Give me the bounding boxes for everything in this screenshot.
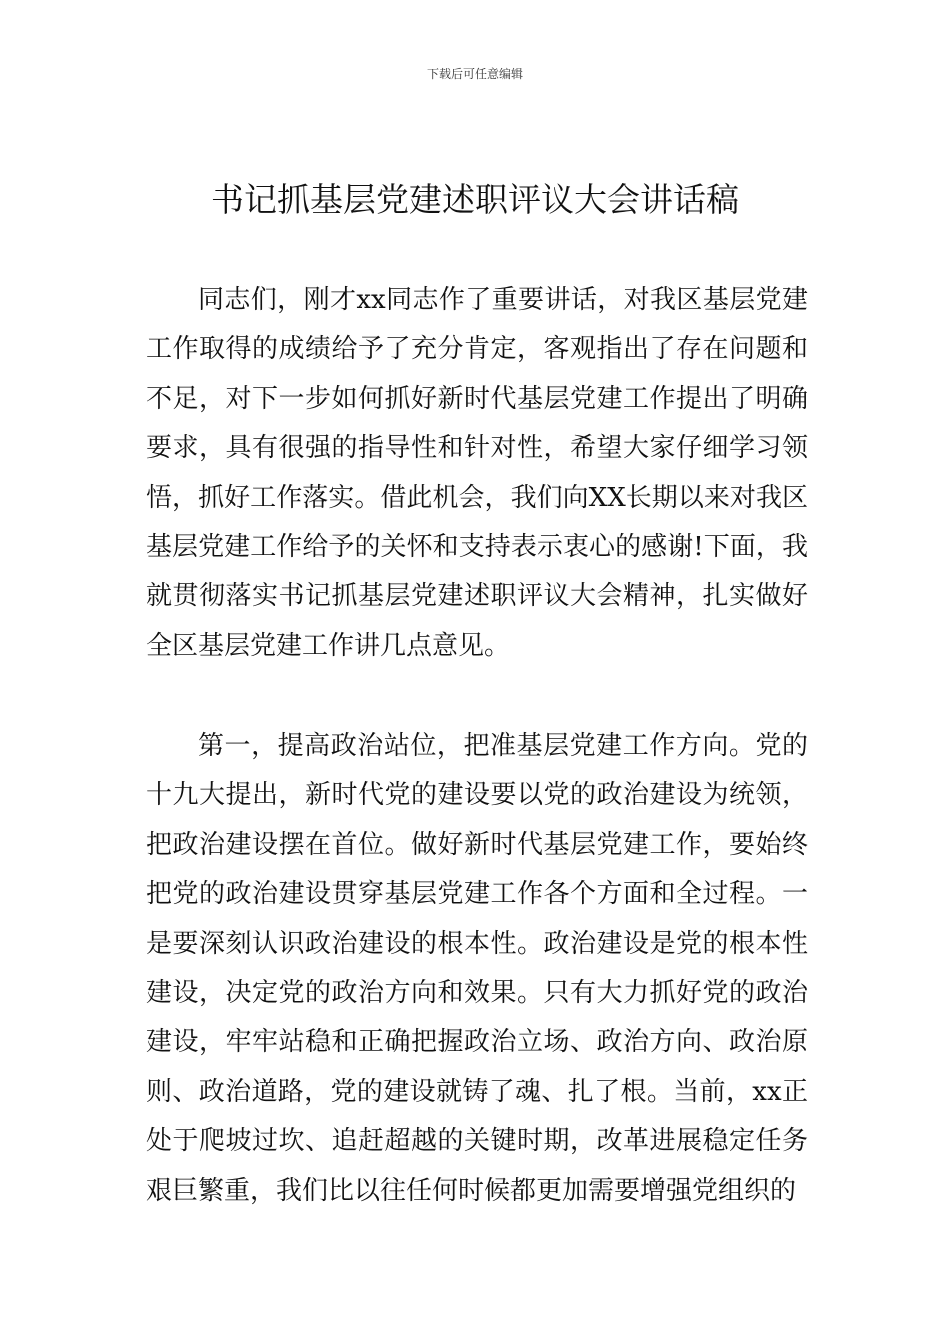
paragraph-first-point: 第一，提高政治站位，把准基层党建工作方向。党的十九大提出，新时代党的建设要以党的政治建设为统领，把政治建设摆在首位。做好新时代基层党建工作，要始终把党的政治建设贯穿基层党建工作各个方面和全过程。一是要深刻认识政治建设的根本性。政治建设是党的根本性建设，决定党的政治方向和效果。只有大力抓好党的政治建设，牢牢站稳和正确把握政治立场、政治方向、政治原则、政治道路，党的建设就铸了魂、扎了根。当前，xx正处于爬坡过坎、追赶超越的关键时期，改革进展稳定任务艰巨繁重，我们比以往任何时候都更加需要增强党组织的 bbox=[146, 731, 808, 1206]
paragraph-opening: 同志们，刚才xx同志作了重要讲话，对我区基层党建工作取得的成绩给予了充分肯定，客观指出了存在问题和不足，对下一步如何抓好新时代基层党建工作提出了明确要求，具有很强的指导性和针对性，希望大家仔细学习领悟，抓好工作落实。借此机会，我们向XX长期以来对我区基层党建工作给予的关怀和支持表示衷心的感谢!下面，我就贯彻落实书记抓基层党建述职评议大会精神，扎实做好全区基层党建工作讲几点意见。 bbox=[146, 285, 808, 661]
document-title: 书记抓基层党建述职评议大会讲话稿 bbox=[211, 180, 739, 219]
header-note: 下载后可任意编辑 bbox=[426, 67, 523, 81]
